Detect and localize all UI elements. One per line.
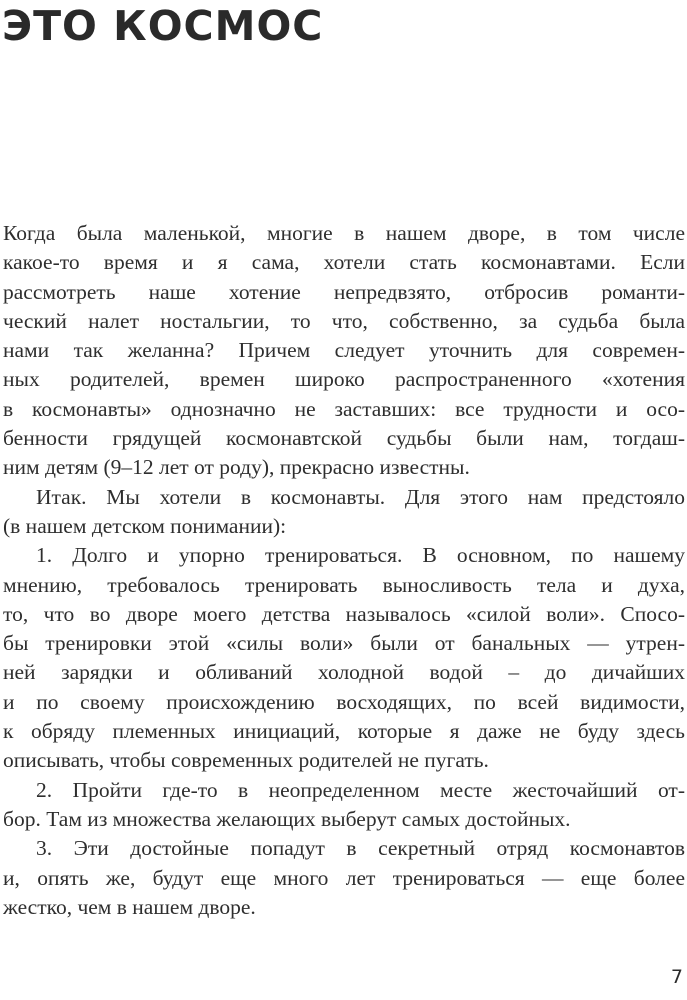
page-number: 7	[670, 966, 683, 988]
text-line: бенности грядущей космонавтской судьбы были нам, тогдаш-	[3, 426, 685, 451]
text-line: бор. Там из множества желающих выберут самых достойных.	[3, 806, 571, 831]
text-line: нами так желанна? Причем следует уточнить для современ-	[3, 338, 685, 363]
text-line: и, опять же, будут еще много лет тренироваться — еще более	[3, 865, 685, 890]
text-line: 2. Пройти где-то в неопределенном месте жесточайший от-	[36, 777, 685, 802]
text-line: рассмотреть наше хотение непредвзято, отбросив романти-	[3, 279, 685, 304]
text-line: ческий налет ностальгии, то что, собственно, за судьба была	[3, 308, 685, 333]
text-line: жестко, чем в нашем дворе.	[3, 894, 256, 919]
text-line: ним детям (9–12 лет от роду), прекрасно известны.	[3, 455, 470, 480]
text-line: ных родителей, времен широко распространенного «хотения	[3, 367, 685, 392]
text-line: 1. Долго и упорно тренироваться. В основном, по нашему	[36, 543, 685, 568]
text-line: 3. Эти достойные попадут в секретный отряд космонавтов	[36, 836, 685, 861]
text-line: ней зарядки и обливаний холодной водой – до дичайших	[3, 660, 685, 685]
text-line: мнению, требовалось тренировать выносливость тела и духа,	[3, 572, 685, 597]
text-line: к обряду племенных инициаций, которые я даже не буду здесь	[3, 719, 685, 744]
text-line: то, что во дворе моего детства называлось «силой воли». Спосо-	[3, 601, 685, 626]
text-line: описывать, чтобы современных родителей не пугать.	[3, 748, 489, 773]
text-line: бы тренировки этой «силы воли» были от банальных — утрен-	[3, 631, 685, 656]
body-text	[3, 219, 685, 922]
text-line: Итак. Мы хотели в космонавты. Для этого нам предстояло	[36, 484, 685, 509]
text-line: и по своему происхождению восходящих, по всей видимости,	[3, 689, 685, 714]
page-title: ЭТО КОСМОС	[2, 2, 324, 50]
text-line: (в нашем детском понимании):	[3, 513, 287, 538]
text-line: в космонавты» однозначно не заставших: все трудности и осо-	[3, 396, 685, 421]
text-line: Когда была маленькой, многие в нашем дворе, в том числе	[3, 221, 685, 245]
text-line: какое-то время и я сама, хотели стать космонавтами. Если	[3, 250, 685, 275]
